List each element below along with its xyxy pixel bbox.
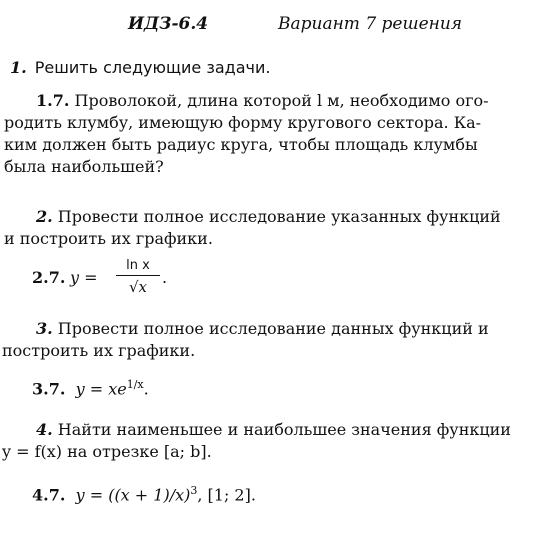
task-4-7-interval: , [1; 2].	[197, 485, 256, 505]
task-3-7-end: .	[143, 379, 149, 399]
task-1-7-line1: Проволокой, длина которой l м, необходимо ого-	[74, 91, 489, 110]
task-3-7-exponent: 1/x	[126, 378, 144, 391]
task-4-7-exponent: 3	[190, 484, 198, 497]
section-1-text: Решить следующие задачи.	[34, 58, 271, 77]
task-2-7-lhs: y =	[70, 268, 98, 287]
section-1-number: 1.	[10, 58, 27, 77]
section-2	[4, 206, 516, 250]
task-3-7-number: 3.7.	[32, 379, 66, 399]
task-3-7	[32, 378, 149, 398]
task-2-7-numerator: ln x	[126, 258, 150, 273]
section-2-number: 2.	[36, 207, 53, 226]
task-2-7-fraction	[116, 258, 160, 296]
task-4-7	[32, 484, 256, 504]
task-1-7-line3: ким должен быть радиус круга, чтобы площадь клумбы	[4, 135, 478, 154]
section-3-line2: построить их графики.	[2, 341, 196, 360]
section-3-line1: Провести полное исследование данных функций и	[57, 319, 489, 338]
task-3-7-formula: y = xe	[75, 379, 127, 399]
task-2-7-denominator: √x	[128, 278, 148, 296]
task-1-7-number: 1.7.	[36, 91, 70, 110]
section-3	[2, 318, 516, 362]
section-2-line2: и построить их графики.	[4, 229, 213, 248]
task-4-7-formula: y = ((x + 1)/x)	[75, 485, 191, 505]
section-2-line1: Провести полное исследование указанных функций	[57, 207, 501, 226]
variant-label: Вариант 7 решения	[278, 14, 463, 34]
task-1-7	[4, 90, 506, 178]
section-4-number: 4.	[36, 420, 53, 439]
fraction-bar	[116, 275, 160, 276]
task-1-7-line4: была наибольшей?	[4, 157, 164, 176]
section-4-line1: Найти наименьшее и наибольшее значения функции	[57, 420, 511, 439]
task-4-7-number: 4.7.	[32, 485, 66, 505]
task-2-7-end: .	[162, 268, 168, 287]
section-4-line2: y = f(x) на отрезке [a; b].	[2, 442, 212, 461]
task-1-7-line2: родить клумбу, имеющую форму кругового сектора. Ка-	[4, 113, 482, 132]
task-2-7-number: 2.7.	[32, 268, 66, 287]
section-1-heading	[10, 58, 270, 77]
section-4	[2, 419, 516, 463]
section-3-number: 3.	[36, 319, 53, 338]
document-title: ИДЗ-6.4	[128, 14, 209, 34]
